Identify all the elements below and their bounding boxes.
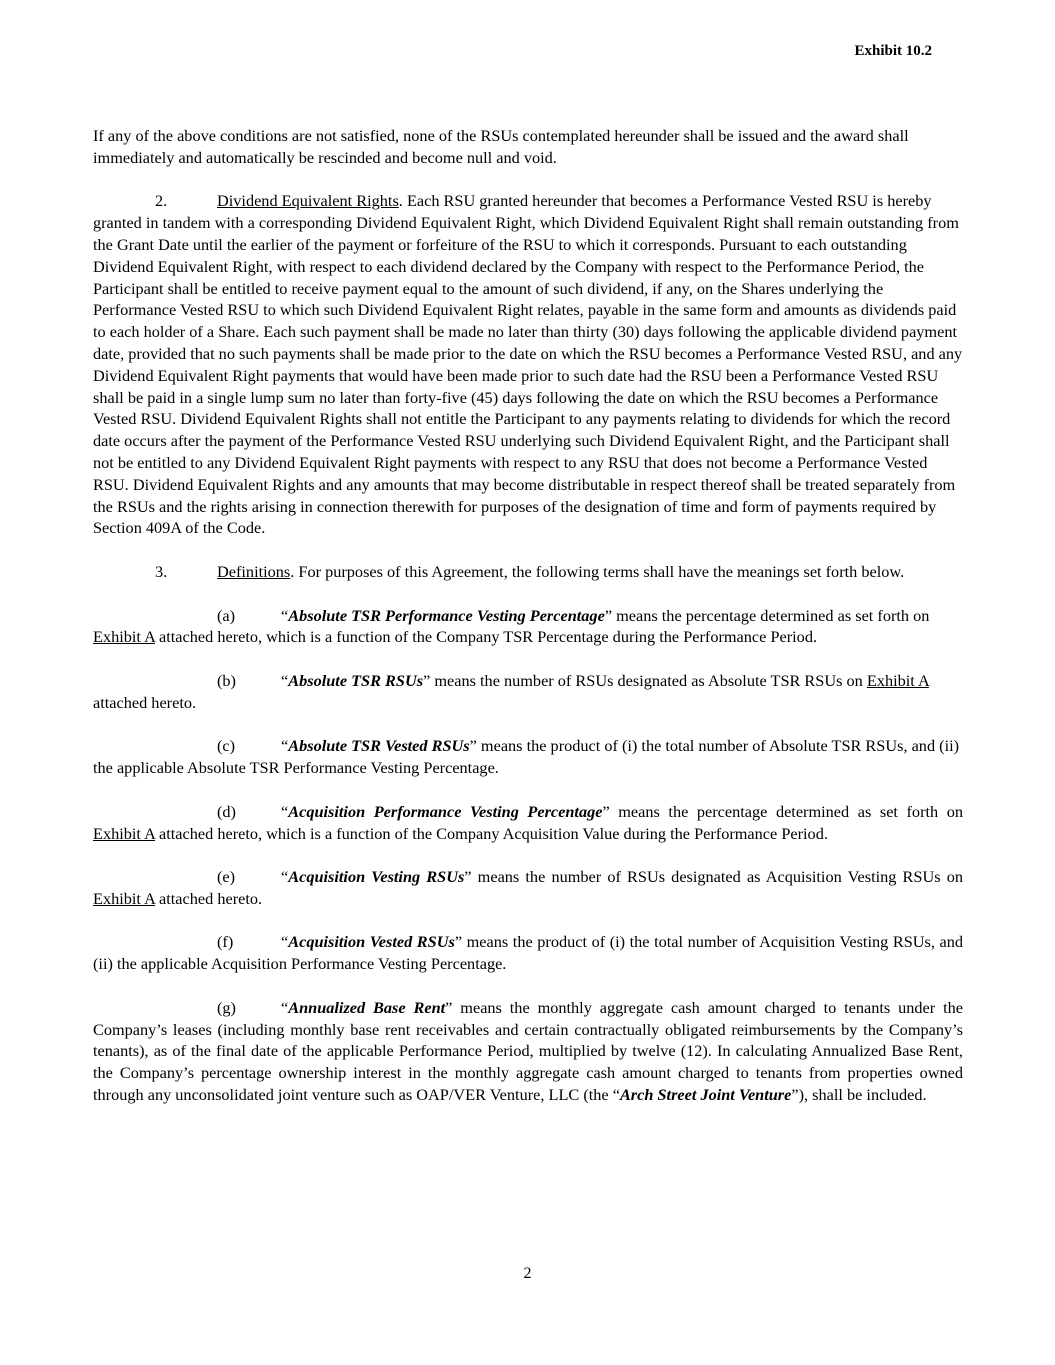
open-quote: “ [281,867,289,887]
open-quote: “ [281,605,289,625]
definition-text: means the monthly aggregate cash amount charged to tenants under the Company’s leases (including monthly base rent receivables and certain contractually obligated reimbursements by the Company’s tenants), as of the final date of the applicable Performance Period, multiplied by twelve (12). In calculating Annualized Base Rent, the Company’s percentage ownership interest in the monthly aggregate cash amount charged to tenants from properties owned through any unconsolidated joint venture such as OAP/VER Venture, LLC (the “ [93,997,963,1105]
definition-b [93,670,963,714]
exhibit-a-reference: Exhibit A [93,823,155,843]
defined-term: Absolute TSR RSUs [288,670,424,690]
page-number: 2 [523,1265,532,1282]
exhibit-a-reference: Exhibit A [93,888,155,908]
definition-text: means the product of (i) the total number of Absolute TSR RSUs, and (ii) the applicable Absolute TSR Performance Vesting Percentage. [93,736,960,778]
section-2-title: Dividend Equivalent Rights [217,191,399,211]
defined-term: Acquisition Vesting RSUs [288,867,465,887]
definition-text-end: ”), shall be included. [791,1085,927,1105]
definition-c [93,735,963,779]
definition-text-end: attached hereto, which is a function of the Company TSR Percentage during the Performance Period. [154,627,818,647]
defined-term: Acquisition Vested RSUs [288,932,455,952]
open-quote: “ [281,670,289,690]
defined-term: Absolute TSR Vested RSUs [288,736,470,756]
definition-f [93,931,963,975]
close-quote: ” [469,736,477,756]
definition-label: (a) [217,605,236,625]
section-3-paragraph [93,561,963,583]
defined-term: Annualized Base Rent [288,997,446,1017]
exhibit-label: Exhibit 10.2 [854,43,932,59]
close-quote: ” [423,670,431,690]
definition-text-end: attached hereto. [93,692,197,712]
section-3-number: 3. [155,561,168,581]
definition-text-end: attached hereto. [154,888,263,908]
exhibit-a-reference: Exhibit A [866,670,929,690]
definition-g [93,997,963,1106]
intro-paragraph: If any of the above conditions are not satisfied, none of the RSUs contemplated hereunder shall be issued and the award shall immediately and automatically be rescinded and become null and void. [93,126,909,167]
open-quote: “ [281,801,289,821]
section-3-text: . For purposes of this Agreement, the following terms shall have the meanings set forth below. [290,561,905,581]
close-quote: ” [454,932,463,952]
defined-term: Acquisition Performance Vesting Percentage [288,801,603,821]
definition-label: (b) [217,670,236,690]
definition-text-end: attached hereto, which is a function of the Company Acquisition Value during the Performance Period. [154,823,828,843]
definition-text: means the percentage determined as set forth on [609,801,964,821]
defined-term: Absolute TSR Performance Vesting Percentage [288,605,605,625]
close-quote: ” [445,997,453,1017]
definition-d [93,801,963,845]
definition-label: (d) [217,801,236,821]
open-quote: “ [281,997,289,1017]
definition-text: means the number of RSUs designated as Absolute TSR RSUs on [430,670,867,690]
close-quote: ” [604,605,613,625]
definition-label: (c) [217,736,236,756]
definition-label: (g) [217,997,236,1017]
definition-label: (e) [217,867,236,887]
section-2-paragraph [93,190,963,539]
definition-text: means the percentage determined as set forth on [612,605,930,625]
defined-term-inline: Arch Street Joint Venture [619,1085,792,1105]
definition-text: means the product of (i) the total number of Acquisition Vesting RSUs, and (ii) the applicable Acquisition Performance Vesting Percentage. [93,932,963,974]
section-2-number: 2. [155,191,168,211]
close-quote: ” [602,801,610,821]
document-body [93,125,963,1128]
definition-a [93,605,963,649]
close-quote: ” [464,867,472,887]
open-quote: “ [281,932,289,952]
definition-text: means the number of RSUs designated as Acquisition Vesting RSUs on [471,867,963,887]
section-2-text: . Each RSU granted hereunder that becomes a Performance Vested RSU is hereby granted in tandem with a corresponding Dividend Equivalent Right, which Dividend Equivalent Right shall remain outstanding from the Grant Date until the earlier of the payment or forfeiture of the RSU to which it corresponds. Pursuant to each outstanding Dividend Equivalent Right, with respect to each dividend declared by the Company with respect to the Performance Period, the Participant shall be entitled to receive payment equal to the amount of such dividend, if any, on the Shares underlying the Performance Vested RSU to which such Dividend Equivalent Right relates, payable in the same form and amounts as dividends paid to each holder of a Share. Each such payment shall be made no later than thirty (30) days following the applicable dividend payment date, provided that no such payments shall be made prior to the date on which the RSU becomes a Performance Vested RSU, and any Dividend Equivalent Right payments that would have been made prior to such date had the RSU been a Performance Vested RSU shall be paid in a single lump sum no later than forty-five (45) days following the date on which the RSU becomes a Performance Vested RSU. Dividend Equivalent Rights shall not entitle the Participant to any payments relating to dividends for which the record date occurs after the payment of the Performance Vested RSU underlying such Dividend Equivalent Right, and the Participant shall not be entitled to any Dividend Equivalent Right payments with respect to any RSU that does not become a Performance Vested RSU. Dividend Equivalent Rights and any amounts that may become distributable in respect thereof shall be treated separately from the RSUs and the rights arising in connection therewith for purposes of the designation of time and form of payments required by Section 409A of the Code. [93,191,963,538]
exhibit-a-reference: Exhibit A [93,627,155,647]
definition-label: (f) [217,932,234,952]
definition-e [93,866,963,910]
open-quote: “ [281,736,289,756]
section-3-title: Definitions [217,561,291,581]
